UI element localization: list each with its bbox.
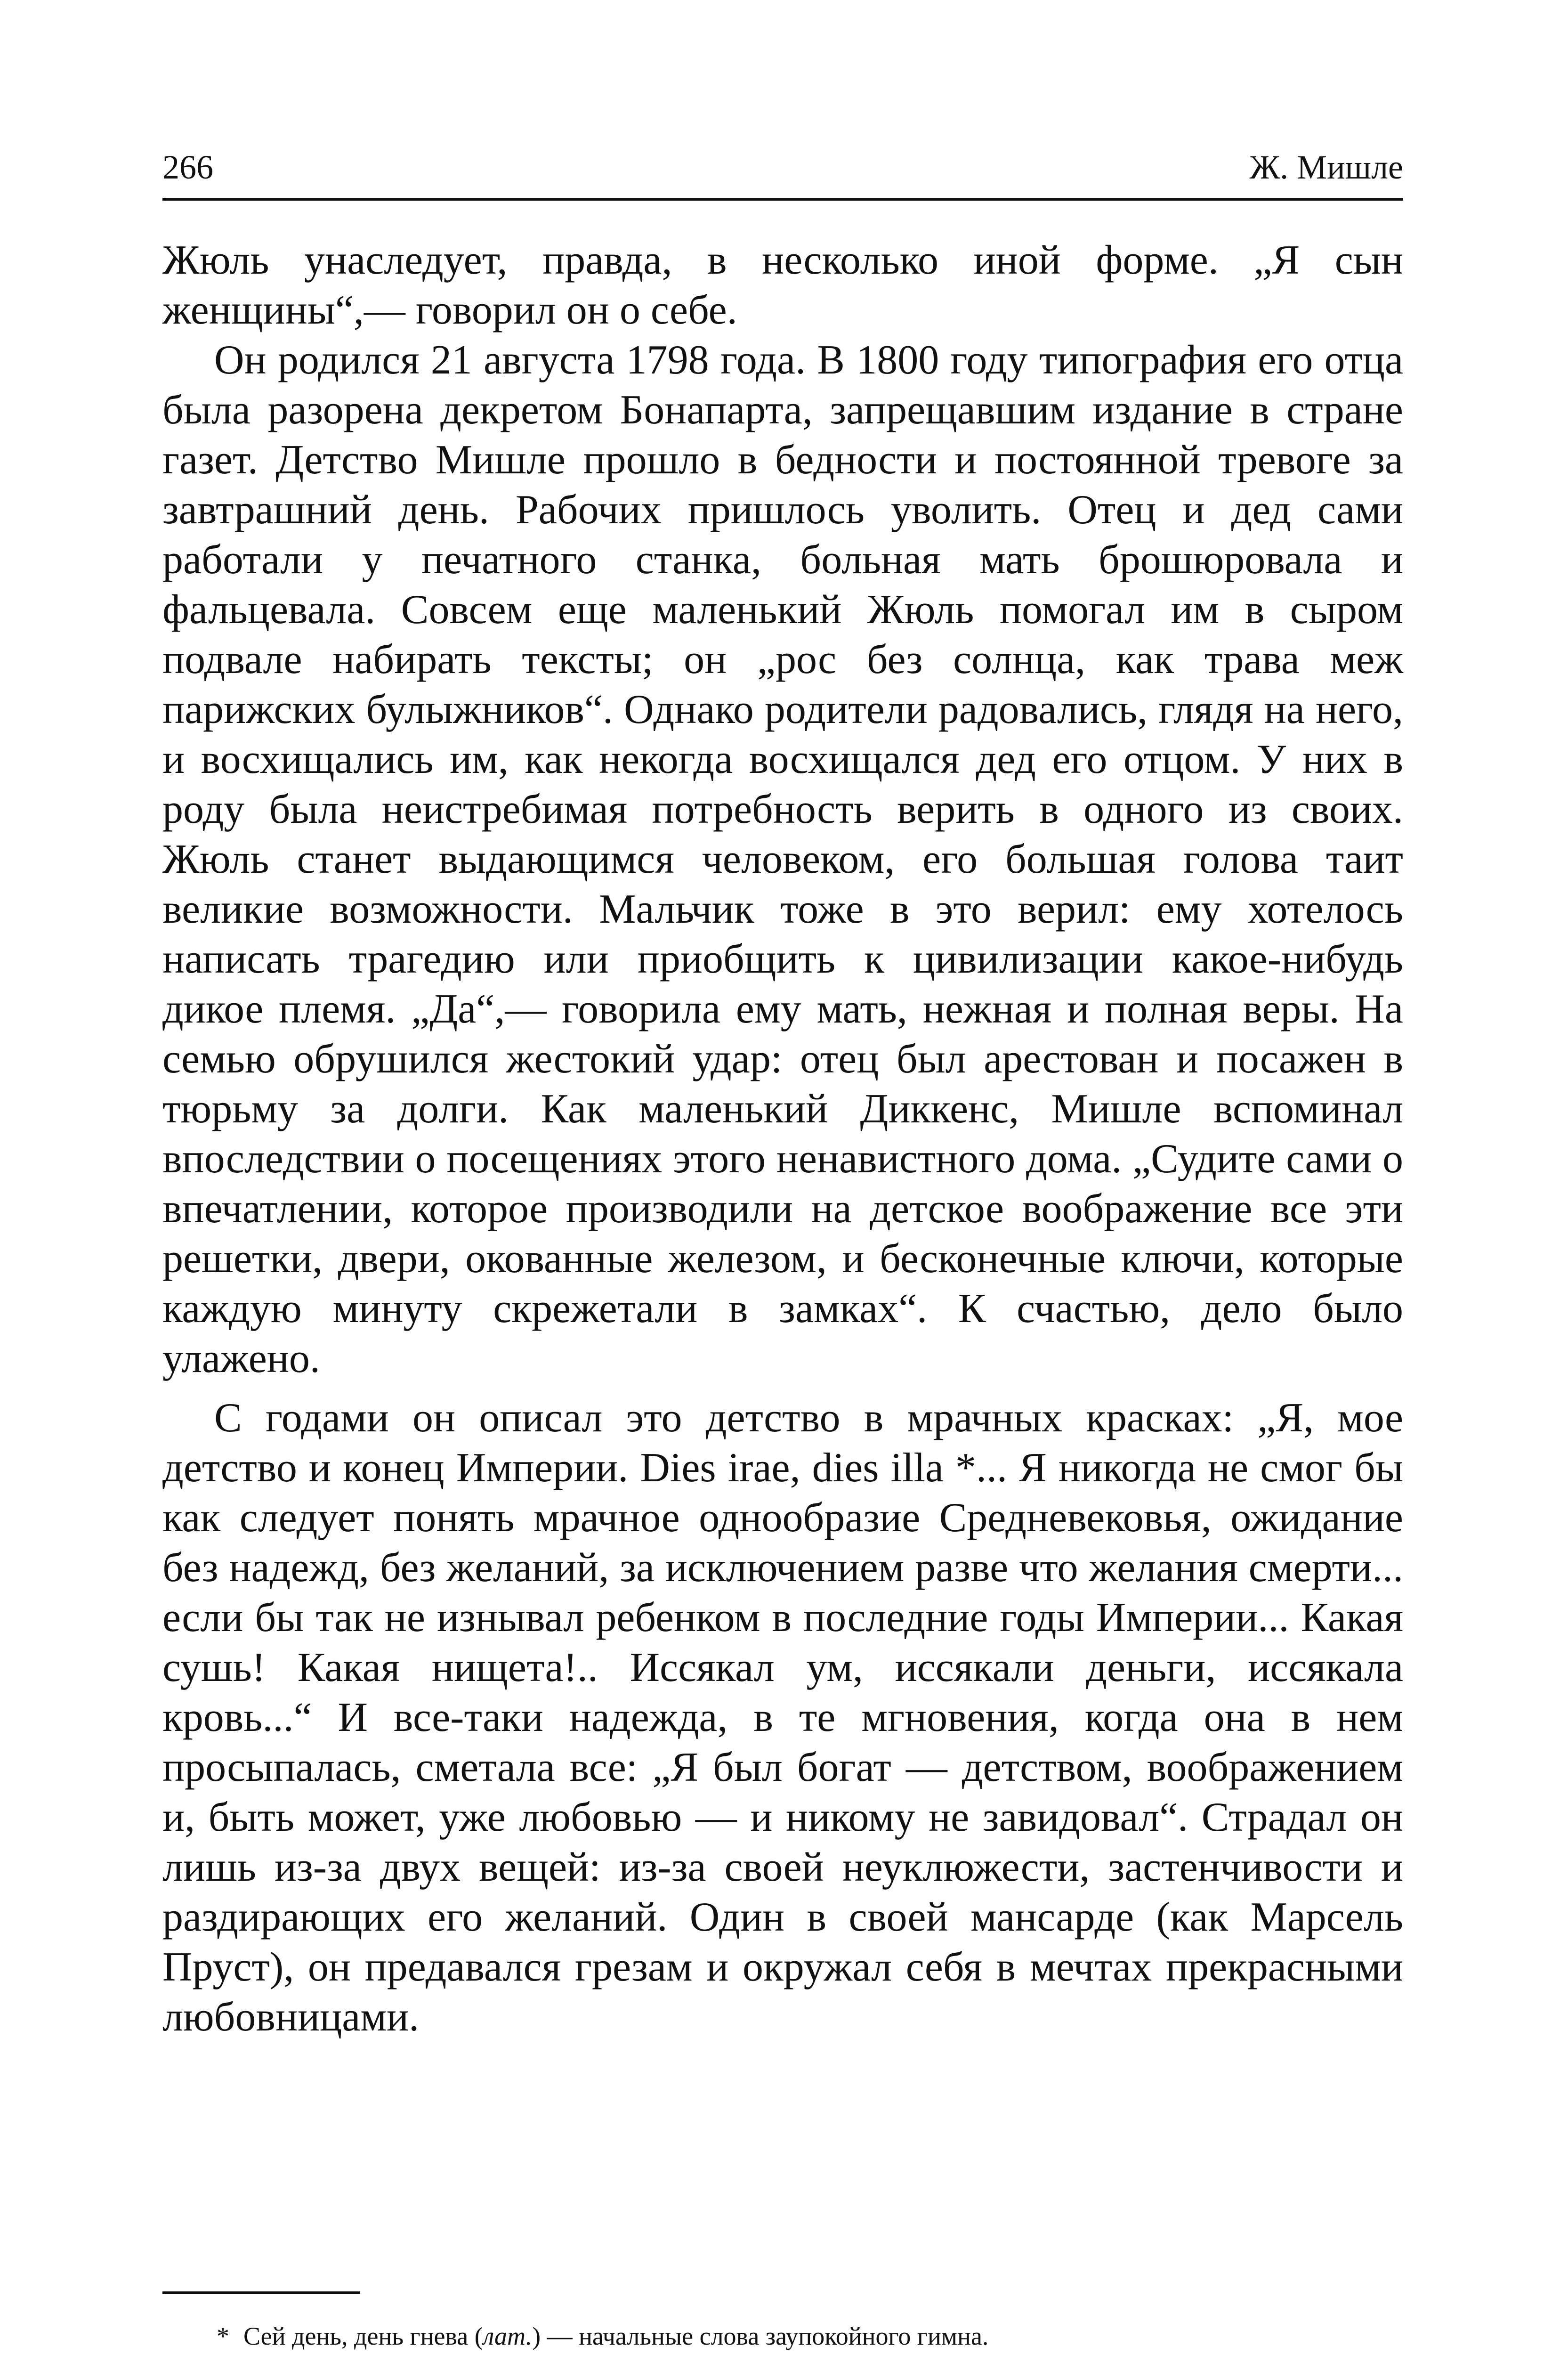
footnote — [217, 2317, 1403, 2355]
paragraph-2: Он родился 21 августа 1798 года. В 1800 году типография его отца была разорена декретом Бонапарта, запрещавшим издание в стране газет. Детство Мишле прошло в бедности и постоянной тревоге за завтрашний день. Рабочих пришлось уволить. Отец и дед сами работали у печатного станка, больная мать брошюровала и фальцевала. Совсем еще маленький Жюль помогал им в сыром подвале набирать тексты; он „рос без солнца, как трава меж парижских булыжников“. Однако родители радовались, глядя на него, и восхищались им, как некогда восхищался дед его отцом. У них в роду была неистребимая потребность верить в одного из своих. Жюль станет выдающимся человеком, его большая голова таит великие возможности. Мальчик тоже в это верил: ему хотелось написать трагедию или приобщить к цивилизации какое-нибудь дикое племя. „Да“,— говорила ему мать, нежная и полная веры. На семью обрушился жестокий удар: отец был арестован и посажен в тюрьму за долги. Как маленький Диккенс, Мишле вспоминал впоследствии о посещениях этого ненавистного дома. „Судите сами о впечатлении, которое производили на детское воображение все эти решетки, двери, окованные железом, и бесконечные ключи, которые каждую минуту скрежетали в замках“. К счастью, дело было улажено. — [162, 337, 1403, 1381]
footnote-marker: * — [217, 2322, 229, 2350]
header-rule — [162, 198, 1403, 201]
main-text — [162, 236, 1403, 2042]
footnote-text-end: ) — начальные слова заупокойного гимна. — [532, 2322, 989, 2350]
footnote-rule — [162, 2291, 360, 2294]
running-title: Ж. Мишле — [1249, 148, 1403, 186]
paragraph-3: С годами он описал это детство в мрачных красках: „Я, мое детство и конец Империи. Dies irae, dies illa *... Я никогда не смог бы как следует понять мрачное однообразие Средневековья, ожидание без надежд, без желаний, за исключением разве что желания смерти... если бы так не изнывал ребенком в последние годы Империи... Какая сушь! Какая нищета!.. Иссякал ум, иссякали деньги, иссякала кровь...“ И все-таки надежда, в те мгновения, когда она в нем просыпалась, сметала все: „Я был богат — детством, воображением и, быть может, уже любовью — и никому не завидовал“. Страдал он лишь из-за двух вещей: из-за своей неуклюжести, застенчивости и раздирающих его желаний. Один в своей мансарде (как Марсель Пруст), он предавался грезам и окружал себя в мечтах прекрасными любовницами. — [162, 1395, 1403, 2040]
footnote-language: лат. — [483, 2322, 533, 2350]
page-number: 266 — [162, 148, 213, 186]
paragraph-1: Жюль унаследует, правда, в несколько иной форме. „Я сын женщины“,— говорил он о себе. — [162, 237, 1403, 333]
running-head — [162, 141, 1403, 193]
footnote-text-start: Сей день, день гнева ( — [243, 2322, 483, 2350]
